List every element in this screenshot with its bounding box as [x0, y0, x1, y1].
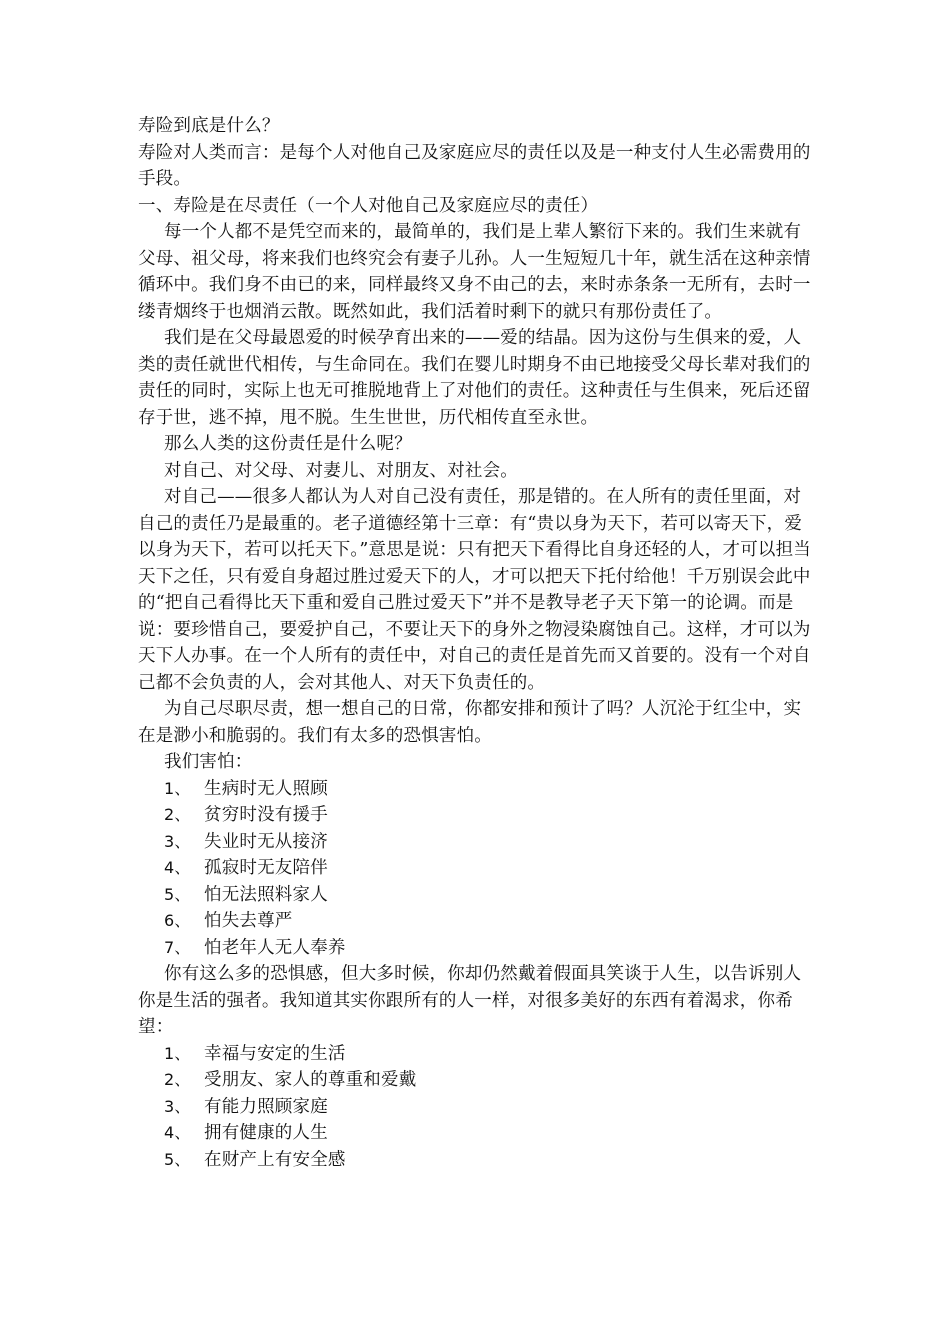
list-text: 在财产上有安全感 [204, 1149, 346, 1170]
list-item [138, 802, 818, 829]
list-text: 生病时无人照顾 [204, 778, 328, 799]
fears-list [138, 776, 818, 962]
list-item [138, 1120, 818, 1147]
list-item [138, 935, 818, 962]
list-item [138, 1094, 818, 1121]
document-title: 寿险到底是什么？ [138, 116, 280, 136]
paragraph-question: 那么人类的这份责任是什么呢？ [164, 434, 412, 454]
hopes-list [138, 1041, 818, 1174]
list-item [138, 1147, 818, 1174]
list-number: 7、 [164, 937, 191, 957]
list-text: 怕无法照料家人 [204, 884, 328, 905]
paragraph-self: 对自己——很多人都认为人对自己没有责任，那是错的。在人所有的责任里面，对自己的责任乃是最重的。老子道德经第十三章：有“贵以身为天下，若可以寄天下，爱以身为天下，若可以托天下。”意思是说：只有把天下看得比自身还轻的人，才可以担当天下之任，只有爱自身超过胜过爱天下的人，才可以把天下托付给他！千万别误会此中的“把自己看得比天下重和爱自己胜过爱天下”并不是教导老子天下第一的论调。而是说：要珍惜自己，要爱护自己，不要让天下的身外之物浸染腐蚀自己。这样，才可以为天下人办事。在一个人所有的责任中，对自己的责任是首先而又首要的。没有一个对自己都不会负责的人，会对其他人、对天下负责任的。 [138, 487, 811, 693]
list-item [138, 829, 818, 856]
list-number: 2、 [164, 805, 191, 824]
list-text: 失业时无从接济 [204, 831, 328, 852]
list-number: 1、 [164, 778, 191, 798]
list-number: 4、 [164, 858, 191, 877]
paragraph-responsibilities: 对自己、对父母、对妻儿、对朋友、对社会。 [164, 460, 518, 481]
list-number: 5、 [164, 1149, 191, 1169]
list-number: 6、 [164, 911, 191, 930]
list-item [138, 908, 818, 935]
list-item [138, 776, 818, 803]
list-number: 3、 [164, 1096, 191, 1116]
list-number: 3、 [164, 831, 191, 851]
list-item [138, 1041, 818, 1068]
paragraph-love: 我们是在父母最恩爱的时候孕育出来的——爱的结晶。因为这份与生俱来的爱，人类的责任就世代相传，与生命同在。我们在婴儿时期身不由已地接受父母长辈对我们的责任的同时，实际上也无可推脱地背上了对他们的责任。这种责任与生俱来，死后还留存于世，逃不掉，甩不脱。生生世世，历代相传直至永世。 [138, 328, 811, 428]
list-number: 5、 [164, 884, 191, 904]
list-item [138, 855, 818, 882]
list-item [138, 882, 818, 909]
list-number: 4、 [164, 1123, 191, 1142]
list-text: 孤寂时无友陪伴 [204, 858, 328, 878]
paragraph-origin: 每一个人都不是凭空而来的，最简单的，我们是上辈人繁衍下来的。我们生来就有父母、祖父母，将来我们也终究会有妻子儿孙。人一生短短几十年，就生活在这种亲情循环中。我们身不由已的来，同样最终又身不由己的去，来时赤条条一无所有，去时一缕青烟终于也烟消云散。既然如此，我们活着时剩下的就只有那份责任了。 [138, 222, 811, 322]
list-text: 受朋友、家人的尊重和爱戴 [204, 1070, 417, 1090]
list-text: 怕老年人无人奉养 [204, 937, 346, 958]
list-text: 贫穷时没有援手 [204, 805, 328, 825]
intro-paragraph: 寿险对人类而言：是每个人对他自己及家庭应尽的责任以及是一种支付人生必需费用的手段。 [138, 142, 811, 189]
paragraph-fears-intro: 我们害怕： [164, 752, 253, 772]
paragraph-hopes-intro: 你有这么多的恐惧感，但大多时候，你却仍然戴着假面具笑谈于人生，以告诉别人你是生活的强者。我知道其实你跟所有的人一样，对很多美好的东西有着渴求，你希望： [138, 964, 802, 1037]
list-text: 幸福与安定的生活 [204, 1043, 346, 1064]
list-number: 2、 [164, 1070, 191, 1089]
list-text: 拥有健康的人生 [204, 1123, 328, 1143]
list-number: 1、 [164, 1043, 191, 1063]
list-text: 怕失去尊严 [204, 911, 293, 931]
list-item [138, 1067, 818, 1094]
paragraph-duty: 为自己尽职尽责，想一想自己的日常，你都安排和预计了吗？人沉沦于红尘中，实在是渺小和脆弱的。我们有太多的恐惧害怕。 [138, 699, 802, 746]
section-heading: 一、寿险是在尽责任（一个人对他自己及家庭应尽的责任） [138, 195, 599, 216]
document-body [138, 113, 818, 1173]
list-text: 有能力照顾家庭 [204, 1096, 328, 1117]
